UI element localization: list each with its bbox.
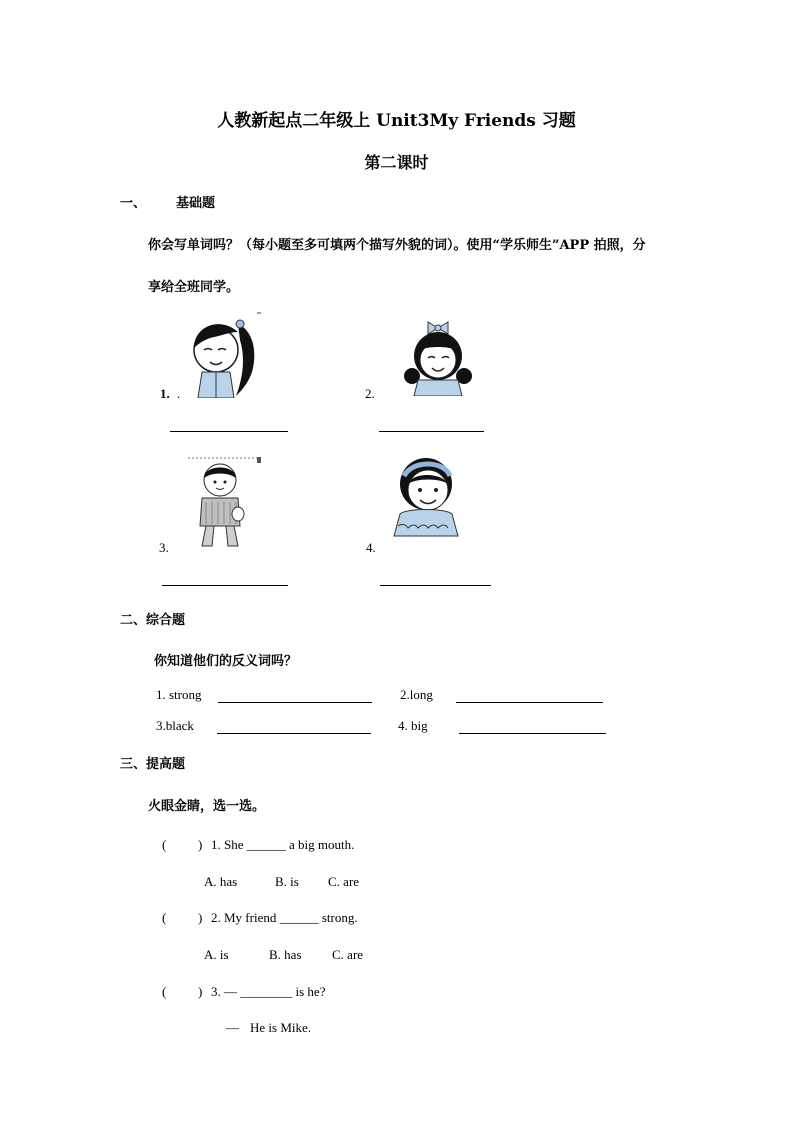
girl-bow-picture (398, 316, 476, 396)
q2-option-c: C. are (332, 947, 364, 962)
q3-bracket-open[interactable]: ( (162, 984, 167, 999)
antonym-4-label: 4. big (398, 718, 428, 733)
item-4-number: 4. (366, 540, 376, 555)
item-1-dot: . (177, 386, 181, 401)
item-3-number: 3. (159, 540, 169, 555)
page-subtitle: 第二课时 (364, 153, 429, 172)
q2-option-b: B. has (269, 947, 302, 962)
item-1-answer-line[interactable] (170, 431, 288, 432)
q2-option-a: A. is (204, 947, 229, 962)
q3-answer-text: He is Mike. (250, 1020, 312, 1035)
antonym-3-answer-line[interactable] (217, 733, 371, 734)
item-4-answer-line[interactable] (380, 585, 491, 586)
page-title: 人教新起点二年级上 Unit3My Friends 习题 (217, 111, 576, 131)
antonym-4-answer-line[interactable] (459, 733, 606, 734)
q1-bracket-open[interactable]: ( (162, 837, 167, 852)
section1-instruction-line2: 享给全班同学。 (148, 280, 240, 295)
girl-headband-picture (386, 454, 466, 546)
q1-option-b: B. is (275, 874, 299, 889)
item-2-number: 2. (365, 386, 375, 401)
section1-number: 一、 (120, 196, 147, 211)
q2-bracket-close: ) (198, 910, 203, 925)
q3-text: 3. — ________ is he? (211, 984, 326, 999)
q1-bracket-close: ) (198, 837, 203, 852)
antonym-1-label: 1. strong (156, 687, 202, 702)
q2-bracket-open[interactable]: ( (162, 910, 167, 925)
q1-option-a: A. has (204, 874, 238, 889)
item-1-number: 1. (160, 386, 170, 401)
q3-answer-dash: — (226, 1020, 239, 1035)
antonym-3-label: 3.black (156, 718, 194, 733)
antonym-2-label: 2.long (400, 687, 433, 702)
antonym-1-answer-line[interactable] (218, 702, 372, 703)
girl-ponytail-picture (180, 310, 262, 398)
antonym-2-answer-line[interactable] (456, 702, 603, 703)
boy-sweater-picture (188, 456, 264, 552)
item-3-answer-line[interactable] (162, 585, 288, 586)
section2-heading: 二、综合题 (120, 613, 186, 628)
section3-instruction: 火眼金睛，选一选。 (148, 799, 266, 814)
q3-bracket-close: ) (198, 984, 203, 999)
section2-instruction: 你知道他们的反义词吗？ (154, 654, 298, 669)
q2-text: 2. My friend ______ strong. (211, 910, 358, 925)
section1-instruction-line1: 你会写单词吗？（每小题至多可填两个描写外貌的词）。使用“学乐师生”APP 拍照，分 (148, 238, 646, 253)
q1-text: 1. She ______ a big mouth. (211, 837, 355, 852)
section3-heading: 三、提高题 (120, 757, 186, 772)
section1-heading: 基础题 (176, 196, 216, 211)
item-2-answer-line[interactable] (379, 431, 484, 432)
q1-option-c: C. are (328, 874, 360, 889)
